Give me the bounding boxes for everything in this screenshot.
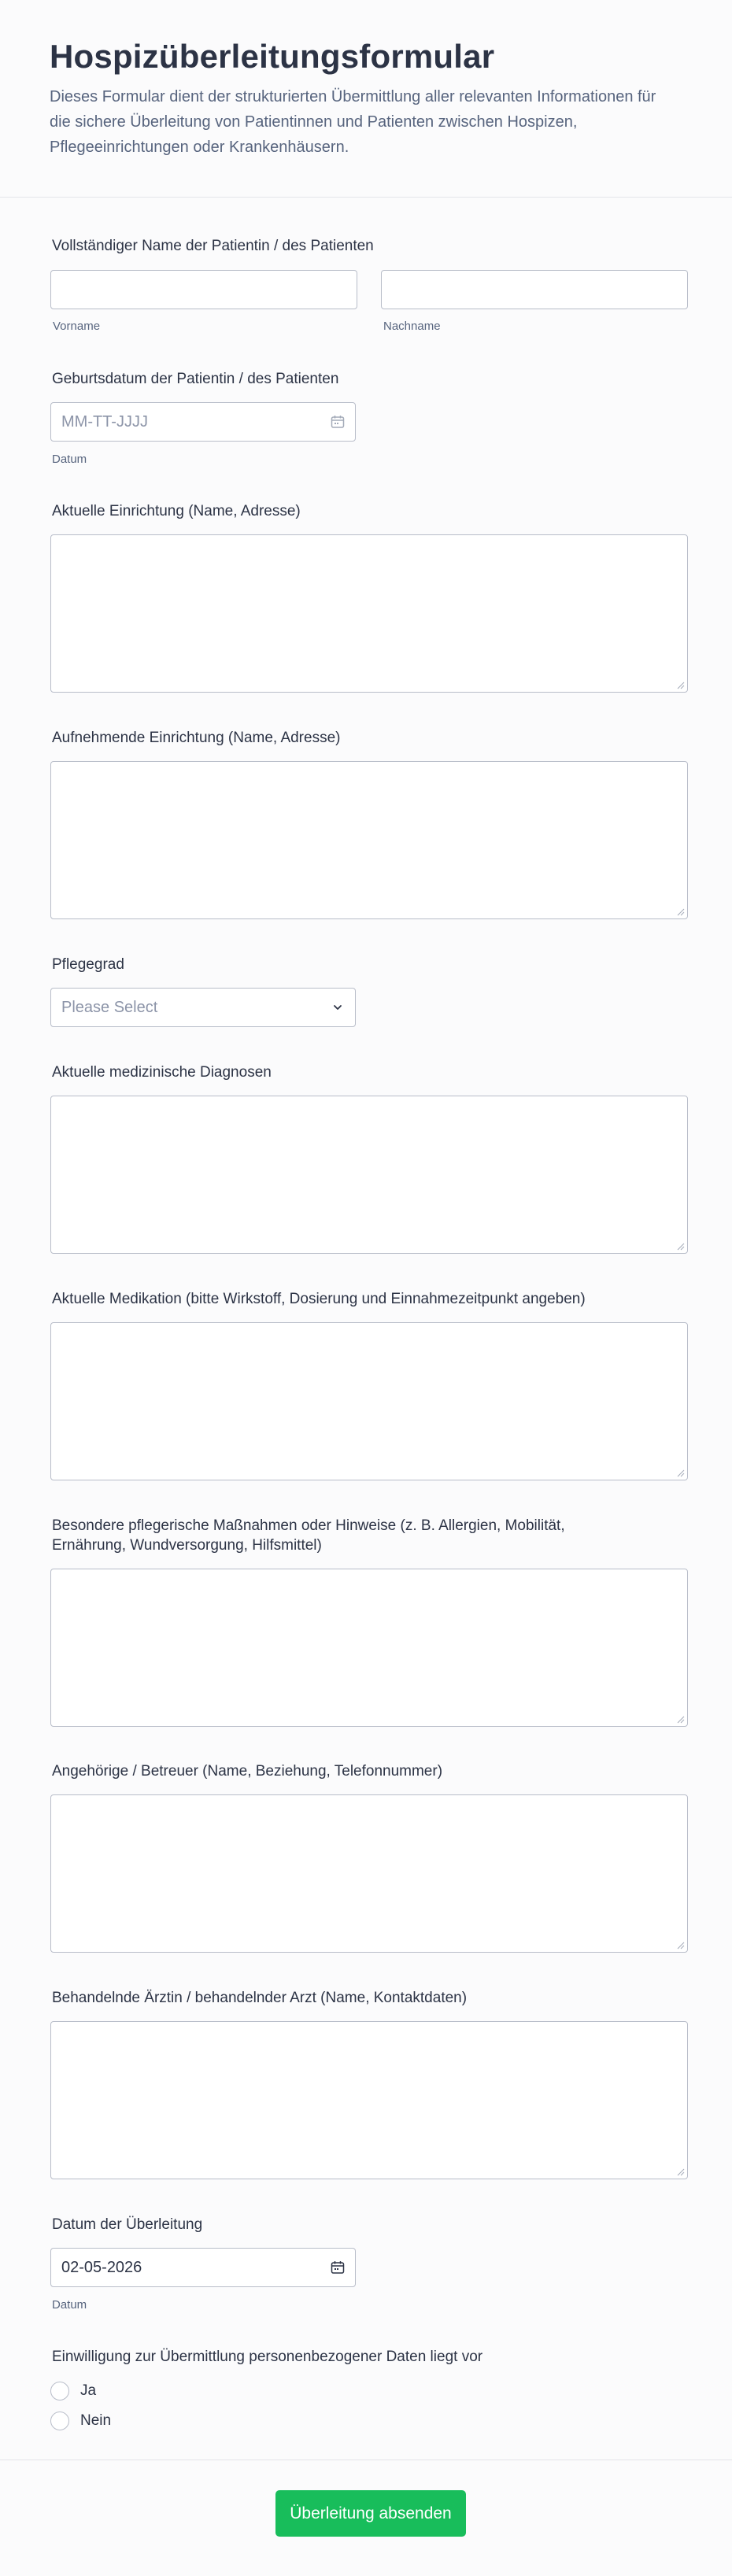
name-label: Vollständiger Name der Patientin / des Patienten <box>52 238 374 254</box>
diagnoses-label: Aktuelle medizinische Diagnosen <box>52 1064 272 1081</box>
current-facility-textarea[interactable] <box>50 534 688 693</box>
last-name-sublabel: Nachname <box>383 320 441 333</box>
radio-button[interactable] <box>50 2382 69 2400</box>
care-level-select[interactable] <box>50 988 356 1027</box>
birthdate-sublabel: Datum <box>52 453 87 466</box>
medication-label: Aktuelle Medikation (bitte Wirkstoff, Dosierung und Einnahmezeitpunkt angeben) <box>52 1291 586 1307</box>
transfer-date-value: 02-05-2026 <box>61 2259 142 2276</box>
transfer-date-input[interactable] <box>50 2248 356 2287</box>
form-title: Hospizüberleitungsformular <box>50 38 495 75</box>
resize-handle-icon[interactable] <box>677 1942 685 1950</box>
diagnoses-textarea[interactable] <box>50 1096 688 1254</box>
first-name-sublabel: Vorname <box>53 320 101 333</box>
resize-handle-icon[interactable] <box>677 682 685 689</box>
resize-handle-icon[interactable] <box>677 2168 685 2176</box>
form-footer <box>0 2460 732 2576</box>
radio-button[interactable] <box>50 2412 69 2430</box>
birthdate-placeholder: MM-TT-JJJJ <box>61 413 148 431</box>
receiving-facility-label: Aufnehmende Einrichtung (Name, Adresse) <box>52 730 341 746</box>
chevron-down-icon <box>330 1000 346 1015</box>
relatives-label: Angehörige / Betreuer (Name, Beziehung, Telefonnummer) <box>52 1763 443 1780</box>
physician-label: Behandelnde Ärztin / behandelnder Arzt (Name, Kontaktdaten) <box>52 1990 468 2006</box>
submit-button[interactable]: Überleitung absenden <box>275 2490 466 2537</box>
current-facility-label: Aktuelle Einrichtung (Name, Adresse) <box>52 503 301 519</box>
calendar-icon[interactable] <box>330 414 346 430</box>
care-level-selected: Please Select <box>61 999 158 1016</box>
birthdate-input[interactable] <box>50 402 356 442</box>
birthdate-label: Geburtsdatum der Patientin / des Patienten <box>52 371 339 387</box>
calendar-icon[interactable] <box>330 2260 346 2275</box>
care-measures-textarea[interactable] <box>50 1569 688 1727</box>
relatives-textarea[interactable] <box>50 1794 688 1953</box>
consent-label: Einwilligung zur Übermittlung personenbezogener Daten liegt vor <box>52 2349 483 2365</box>
resize-handle-icon[interactable] <box>677 1469 685 1477</box>
care-measures-label-line2: Ernährung, Wundversorgung, Hilfsmittel) <box>52 1537 322 1554</box>
form-description: Dieses Formular dient der strukturierten Übermittlung aller relevanten Informationen für die sichere Überleitung von Patientinnen und Patienten zwischen Hospizen, Pflegeeinrichtungen oder Krankenhäusern. <box>50 88 656 156</box>
resize-handle-icon[interactable] <box>677 1716 685 1724</box>
transfer-date-label: Datum der Überleitung <box>52 2216 203 2233</box>
receiving-facility-textarea[interactable] <box>50 761 688 919</box>
transfer-date-sublabel: Datum <box>52 2298 87 2312</box>
medication-textarea[interactable] <box>50 1322 688 1480</box>
physician-textarea[interactable] <box>50 2021 688 2179</box>
care-measures-label-line1: Besondere pflegerische Maßnahmen oder Hinweise (z. B. Allergien, Mobilität, <box>52 1517 565 1534</box>
radio-label: Nein <box>80 2412 112 2429</box>
last-name-input[interactable] <box>381 270 688 309</box>
form-header <box>0 0 732 198</box>
resize-handle-icon[interactable] <box>677 908 685 916</box>
first-name-input[interactable] <box>50 270 357 309</box>
resize-handle-icon[interactable] <box>677 1243 685 1251</box>
care-level-label: Pflegegrad <box>52 956 124 973</box>
radio-label: Ja <box>80 2382 97 2399</box>
